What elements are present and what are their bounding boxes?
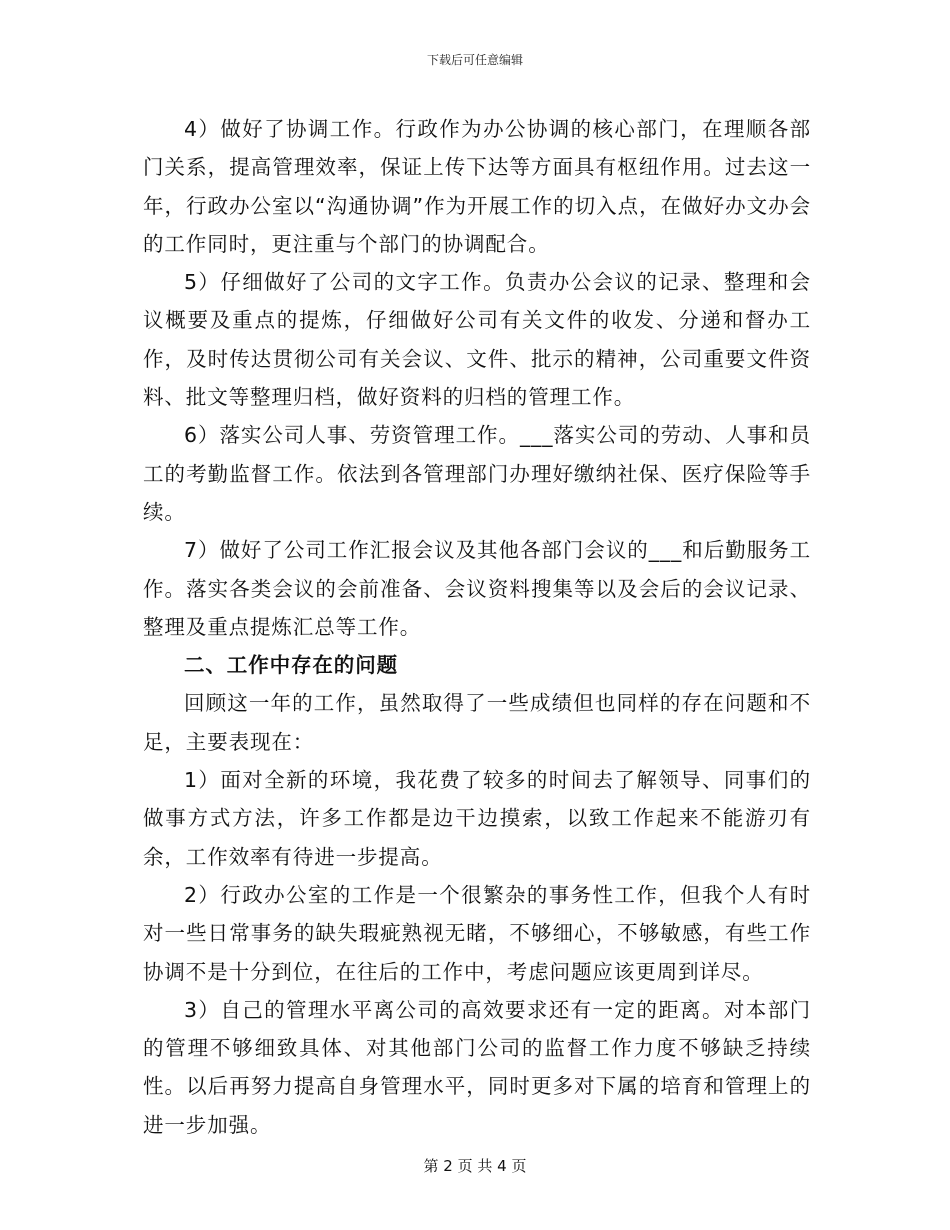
document-body — [143, 110, 811, 1144]
paragraph-review: 回顾这一年的工作，虽然取得了一些成绩但也同样的存在问题和不足，主要表现在： — [143, 691, 811, 754]
paragraph-writing-work: 5）仔细做好了公司的文字工作。负责办公会议的记录、整理和会议概要及重点的提炼，仔细做好公司有关文件的收发、分递和督办工作，及时传达贯彻公司有关会议、文件、批示的精神，公司重要文件资料、批文等整理归档，做好资料的归档的管理工作。 — [143, 270, 811, 410]
paragraph-meetings: 7）做好了公司工作汇报会议及其他各部门会议的___和后勤服务工作。落实各类会议的会前准备、会议资料搜集等以及会后的会议记录、整理及重点提炼汇总等工作。 — [143, 538, 811, 639]
section-heading-problems: 二、工作中存在的问题 — [184, 653, 398, 678]
paragraph-coordination: 4）做好了协调工作。行政作为办公协调的核心部门，在理顺各部门关系，提高管理效率，保证上传下达等方面具有枢纽作用。过去这一年，行政办公室以“沟通协调”作为开展工作的切入点，在做好办文办会的工作同时，更注重与个部门的协调配合。 — [143, 117, 811, 256]
page-header: 下载后可任意编辑 — [426, 53, 523, 67]
page-number: 第 2 页 共 4 页 — [423, 1157, 527, 1175]
paragraph-problem-1: 1）面对全新的环境，我花费了较多的时间去了解领导、同事们的做事方式方法，许多工作都是边干边摸索，以致工作起来不能游刃有余，工作效率有待进一步提高。 — [143, 768, 811, 869]
paragraph-problem-3: 3）自己的管理水平离公司的高效要求还有一定的距离。对本部门的管理不够细致具体、对其他部门公司的监督工作力度不够缺乏持续性。以后再努力提高自身管理水平，同时更多对下属的培育和管理上的进一步加强。 — [143, 997, 811, 1137]
paragraph-problem-2: 2）行政办公室的工作是一个很繁杂的事务性工作，但我个人有时对一些日常事务的缺失瑕疵熟视无睹，不够细心，不够敏感，有些工作协调不是十分到位，在往后的工作中，考虑问题应该更周到详尽。 — [143, 882, 811, 984]
paragraph-personnel: 6）落实公司人事、劳资管理工作。___落实公司的劳动、人事和员工的考勤监督工作。依法到各管理部门办理好缴纳社保、医疗保险等手续。 — [143, 423, 811, 524]
